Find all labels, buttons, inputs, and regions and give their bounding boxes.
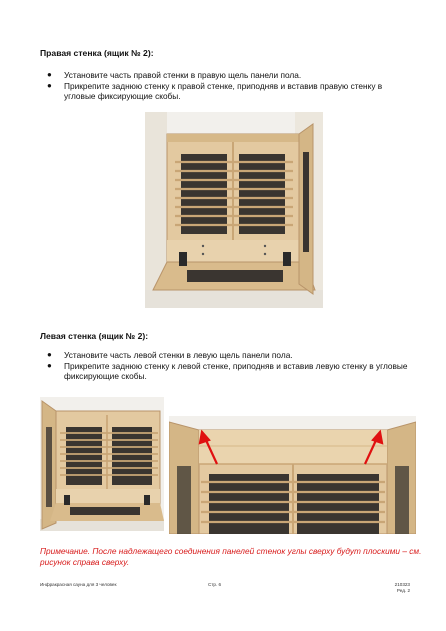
bullet-icon: ● xyxy=(47,360,52,370)
photo-sauna-left-wall xyxy=(40,397,164,531)
footer-product-name: Инфракрасная сауна для 3 человек xyxy=(40,582,117,587)
section-heading-left-wall: Левая стенка (ящик № 2): xyxy=(40,331,149,341)
bullet-list-right-wall xyxy=(40,70,410,102)
footer-doc-code: 210323 xyxy=(394,582,410,587)
bullet-icon: ● xyxy=(47,80,52,90)
bullet-text: Установите часть левой стенки в левую щель панели пола. xyxy=(64,350,293,360)
bullet-icon: ● xyxy=(47,350,52,359)
photo-sauna-right-wall xyxy=(145,112,323,308)
footer-revision-label: Ред. 2 xyxy=(396,588,410,593)
bullet-text: Прикрепите заднюю стенку к левой стенке, приподняв и вставив левую стенку в угловые фиксирующие скобы. xyxy=(64,360,408,381)
bullet-item xyxy=(40,361,410,381)
bullet-icon: ● xyxy=(47,70,52,79)
footer-revision xyxy=(370,582,410,594)
footer-page-number: Стр. 6 xyxy=(208,582,222,587)
bullet-text: Прикрепите заднюю стенку к правой стенке, приподняв и вставив правую стенку в угловые фиксирующие скобы. xyxy=(64,80,383,101)
bullet-item xyxy=(40,81,410,101)
section-heading-right-wall: Правая стенка (ящик № 2): xyxy=(40,48,154,58)
photo-top-corners-detail xyxy=(169,416,416,534)
bullet-item xyxy=(40,70,410,80)
note-text: Примечание. После надлежащего соединения панелей стенок углы сверху будут плоскими – см. рисунок справа сверху. xyxy=(40,546,422,567)
bullet-item xyxy=(40,350,410,360)
bullet-list-left-wall xyxy=(40,350,410,382)
bullet-text: Установите часть правой стенки в правую щель панели пола. xyxy=(64,70,302,80)
